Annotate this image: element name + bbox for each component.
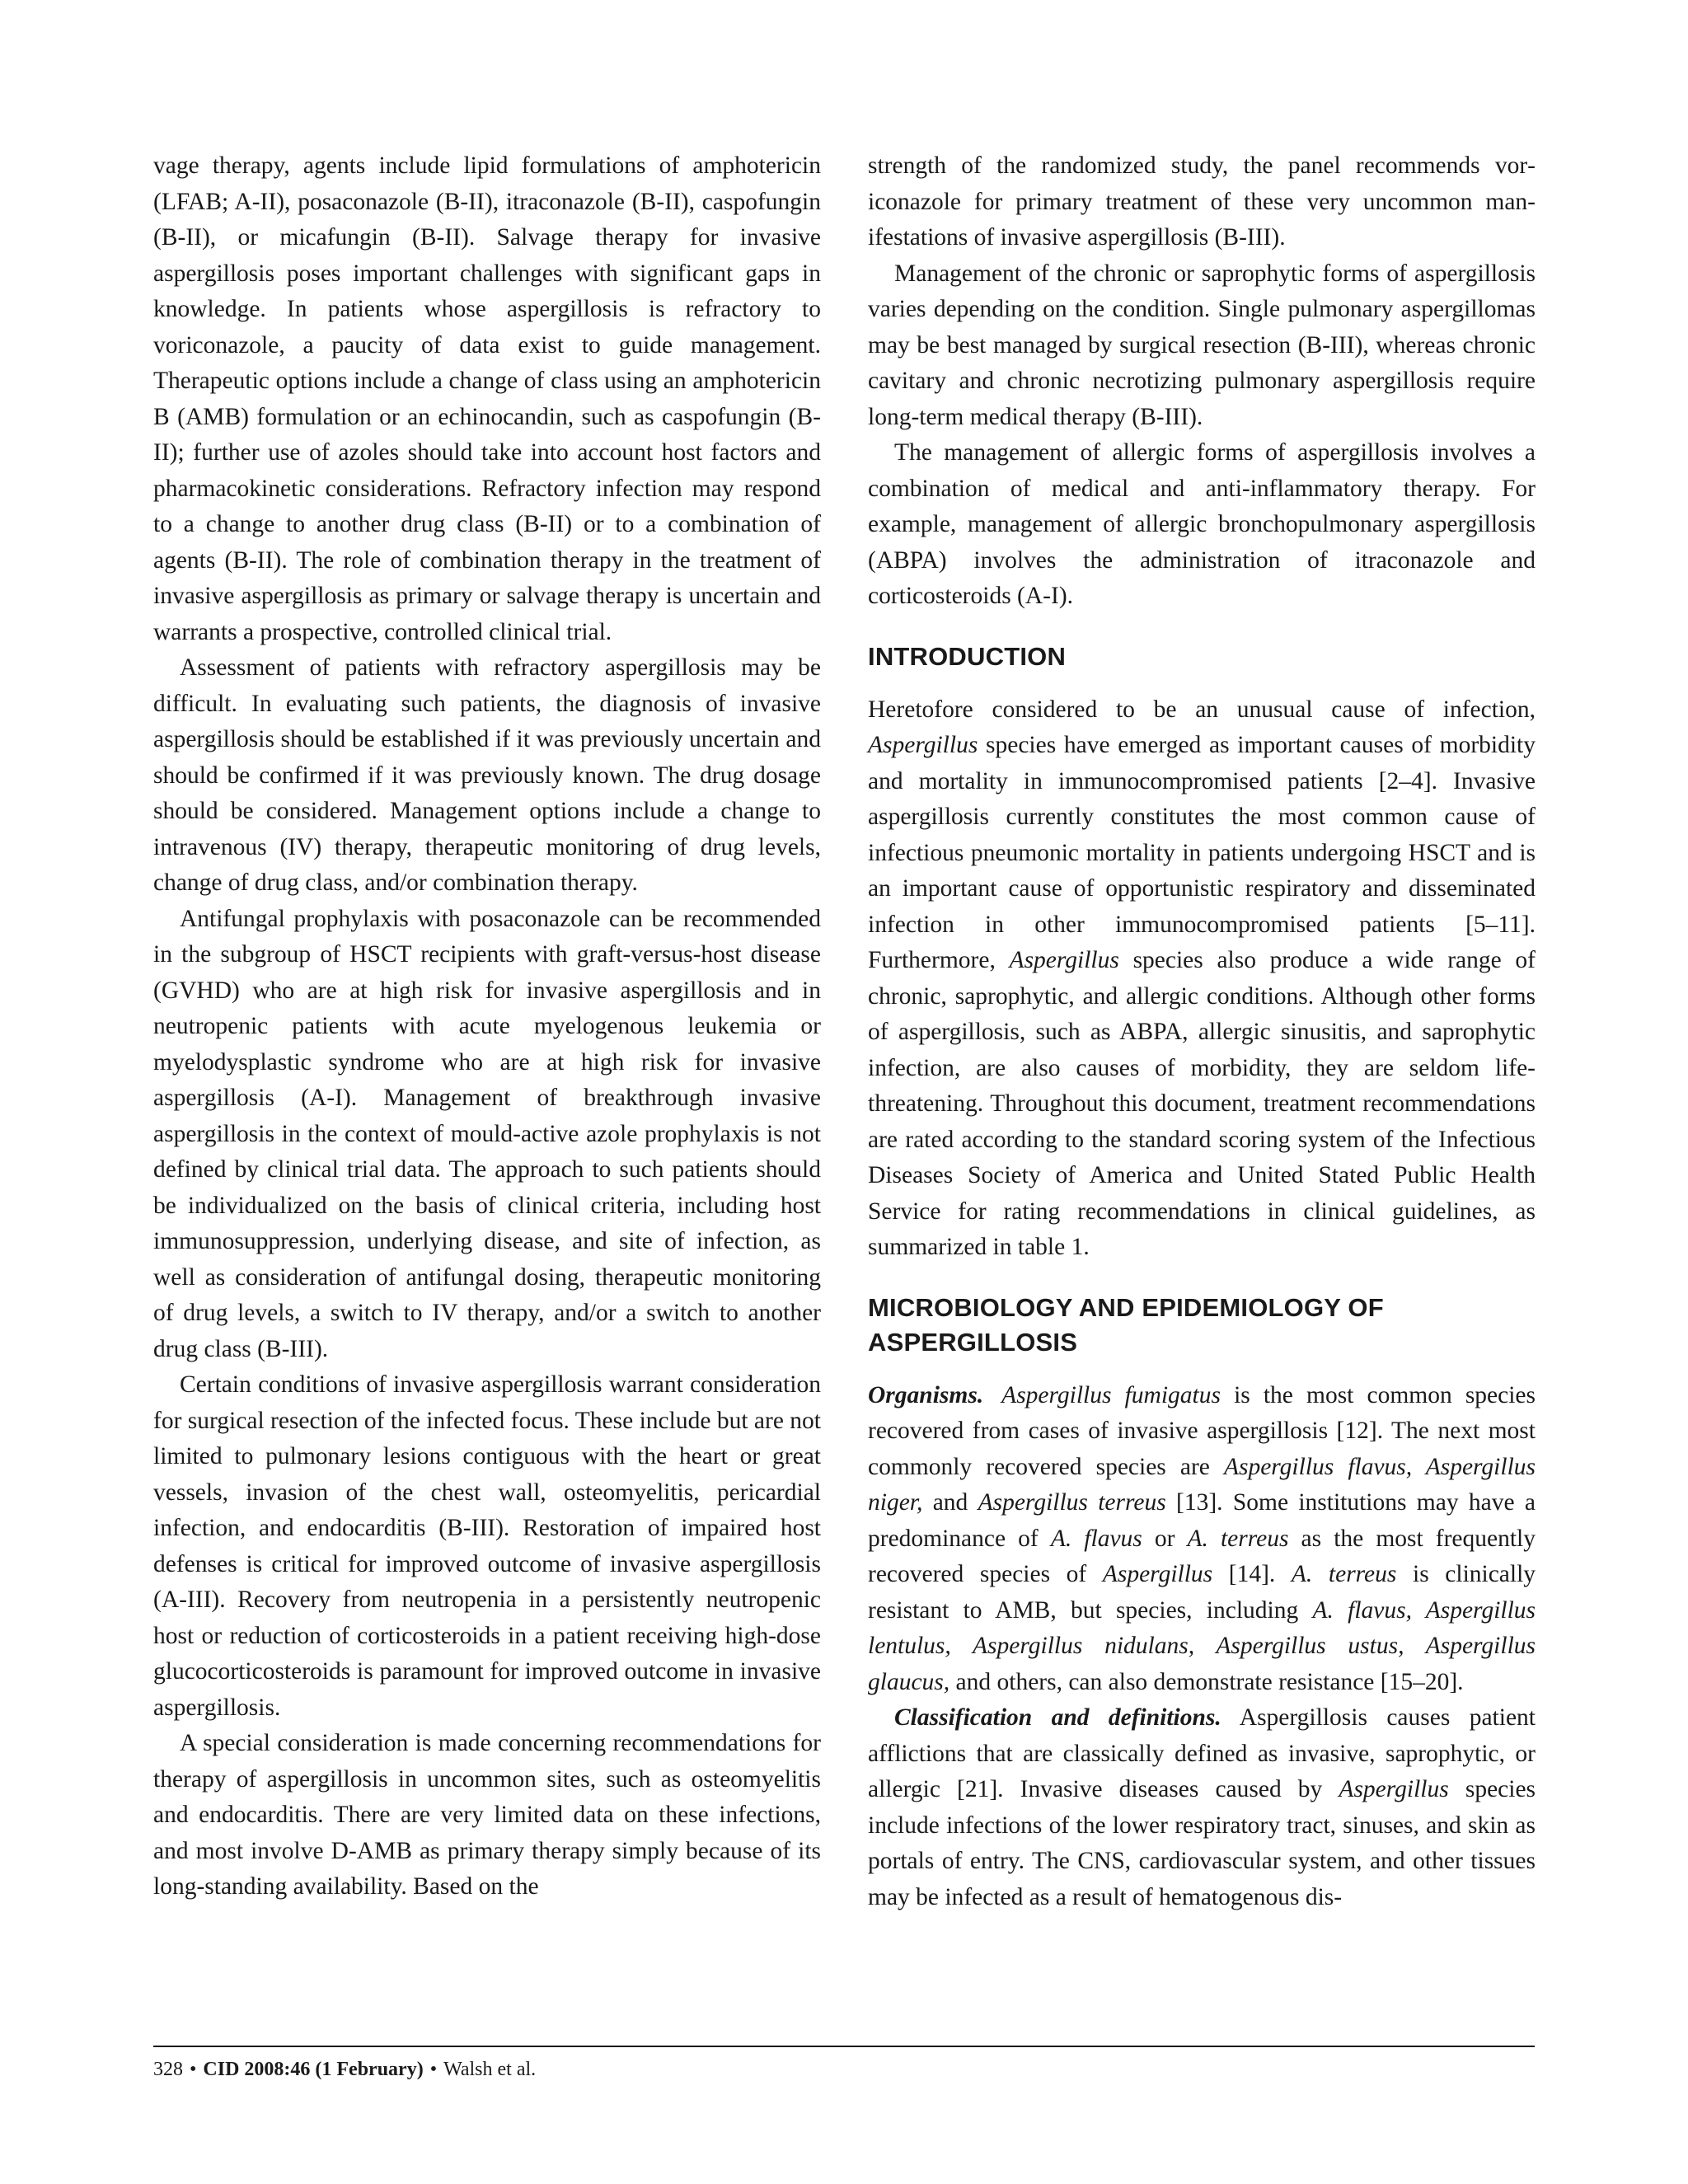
body-paragraph: Management of the chronic or saprophytic forms of aspergillosis varies depending on the condition. Single pulmonary aspergillomas may be best managed by surgical resection (B-III), whereas chronic cavitary and chronic necrotizing pulmonary aspergillosis require long-term medical therapy (B-III).	[868, 260, 1536, 430]
text-run: [13]. Some institutions may have a predominance of	[868, 1489, 1536, 1552]
text-run: or	[1154, 1525, 1175, 1552]
text-run: is the most common species recovered from cases of invasive aspergillosis [12]. The next most commonly recovered species are	[868, 1381, 1536, 1480]
italic-term: Aspergillus fumigatus	[1001, 1381, 1221, 1408]
italic-term: Aspergillus flavus, Aspergillus niger,	[868, 1453, 1536, 1516]
text-run: [14].	[1228, 1561, 1276, 1587]
text-run: and	[932, 1489, 968, 1516]
journal-citation: CID 2008:46 (1 February)	[203, 2059, 424, 2080]
introduction-paragraph	[868, 692, 1536, 1266]
footer-rule	[153, 2046, 1535, 2047]
body-paragraph: vage therapy, agents include lipid formulations of amphotericin (LFAB; A-II), posaconazole (B-II), itraconazole (B-II), caspofungin (B-II), or micafungin (B-II). Salvage therapy for invasive aspergillosis poses important challenges with significant gaps in knowledge. In patients whose aspergillosis is refractory to voriconazole, a paucity of data exist to guide management. Therapeutic options include a change of class using an amphotericin B (AMB) formulation or an echinocandin, such as caspofungin (B-II); further use of azoles should take into account host factors and pharmacokinetic considerations. Refractory infection may respond to a change to another drug class (B-II) or to a combination of agents (B-II). The role of combination therapy in the treatment of invasive aspergillosis as primary or salvage therapy is uncertain and warrants a prospective, controlled clinical trial.	[153, 152, 821, 645]
left-column	[153, 148, 821, 1905]
classification-paragraph	[868, 1700, 1536, 1915]
page-number: 328	[153, 2059, 183, 2080]
text-run: Heretofore considered to be an unusual cause of infection,	[868, 696, 1536, 723]
text-run: species have emerged as important causes of morbidity and mortality in immunocompromised patients [2–4]. Invasive aspergillosis currently constitutes the most common cause of infectious pneumonic mortality in patients undergoing HSCT and is an important cause of opportunistic respiratory and disseminated infection in other immunocompromised patients [5–11]. Furthermore,	[868, 732, 1536, 973]
text-run: and others, can also demonstrate resistance [15–20].	[955, 1668, 1464, 1695]
italic-term: Aspergillus	[1009, 947, 1119, 973]
body-paragraph: strength of the randomized study, the panel recommends voriconazole for primary treatment of these very uncommon manifestations of invasive aspergillosis (B-III).	[868, 152, 1536, 251]
body-paragraph: The management of allergic forms of aspergillosis involves a combination of medical and anti-inflammatory therapy. For example, management of allergic bronchopulmonary aspergillosis (ABPA) involves the administration of itraconazole and corticosteroids (A-I).	[868, 439, 1536, 609]
body-paragraph: A special consideration is made concerning recommendations for therapy of aspergillosis in uncommon sites, such as osteomyelitis and endocarditis. There are very limited data on these infections, and most involve D-AMB as primary therapy simply because of its long-standing availability. Based on the	[153, 1730, 821, 1900]
italic-term: A. flavus, Aspergillus lentulus, Aspergillus nidulans, Aspergillus ustus, Aspergillus glaucus,	[868, 1596, 1536, 1695]
footer-bullet: •	[429, 2059, 438, 2080]
run-in-heading-classification: Classification and definitions.	[894, 1704, 1221, 1731]
body-paragraph: Assessment of patients with refractory aspergillosis may be difficult. In evaluating such patients, the diagnosis of invasive aspergillosis should be established if it was previously uncertain and should be confirmed if it was previously known. The drug dosage should be considered. Management options include a change to intravenous (IV) therapy, therapeutic monitoring of drug levels, change of drug class, and/or combination therapy.	[153, 654, 821, 896]
italic-term: Aspergillus	[1339, 1776, 1449, 1802]
section-heading-microbiology: MICROBIOLOGY AND EPIDEMIOLOGY OF ASPERGILLOSIS	[868, 1292, 1384, 1357]
body-paragraph: Certain conditions of invasive aspergillosis warrant consideration for surgical resection of the infected focus. These include but are not limited to pulmonary lesions contiguous with the heart or great vessels, invasion of the chest wall, osteomyelitis, pericardial infection, and endocarditis (B-III). Restoration of impaired host defenses is critical for improved outcome of invasive aspergillosis (A-III). Recovery from neutropenia in a persistently neutropenic host or reduction of corticosteroids in a patient receiving high-dose glucocorticosteroids is paramount for improved outcome in invasive aspergillosis.	[153, 1371, 821, 1721]
text-run: as the most frequently recovered species of	[868, 1525, 1536, 1587]
italic-term: A. flavus	[1050, 1525, 1142, 1552]
footer-bullet: •	[190, 2059, 197, 2080]
italic-term: Aspergillus terreus	[978, 1489, 1166, 1516]
right-column	[868, 148, 1536, 1915]
organisms-paragraph	[868, 1378, 1536, 1701]
page-footer	[153, 2057, 536, 2082]
italic-term: Aspergillus	[1102, 1561, 1213, 1587]
section-heading-introduction: INTRODUCTION	[868, 641, 1067, 671]
text-run: Aspergillosis causes patient afflictions that are classically defined as invasive, saprophytic, or allergic [21]. Invasive diseases caused by	[868, 1704, 1536, 1802]
italic-term: A. terreus	[1187, 1525, 1289, 1552]
italic-term: A. terreus	[1291, 1561, 1397, 1587]
text-run: species include infections of the lower respiratory tract, sinuses, and skin as portals of entry. The CNS, cardiovascular system, and other tissues may be infected as a result of hematogenous dis-	[868, 1776, 1536, 1910]
body-paragraph: Antifungal prophylaxis with posaconazole can be recommended in the subgroup of HSCT recipients with graft-versus-host disease (GVHD) who are at high risk for invasive aspergillosis and in neutropenic patients with acute myelogenous leukemia or myelodysplastic syndrome who are at high risk for invasive aspergillosis (A-I). Management of breakthrough invasive aspergillosis in the context of mould-active azole prophylaxis is not defined by clinical trial data. The approach to such patients should be individualized on the basis of clinical criteria, including host immunosuppression, underlying disease, and site of infection, as well as consideration of antifungal dosing, therapeutic monitoring of drug levels, a switch to IV therapy, and/or a switch to another drug class (B-III).	[153, 905, 821, 1362]
run-in-heading-organisms: Organisms.	[868, 1381, 984, 1408]
text-run: species also produce a wide range of chronic, saprophytic, and allergic conditions. Although other forms of aspergillosis, such as ABPA, allergic sinusitis, and saprophytic infection, are also causes of morbidity, they are seldom life-threatening. Throughout this document, treatment recommendations are rated according to the standard scoring system of the Infectious Diseases Society of America and United Stated Public Health Service for rating recommendations in clinical guidelines, as summarized in table 1.	[868, 947, 1536, 1260]
italic-term: Aspergillus	[868, 732, 978, 758]
text-run: is clinically resistant to AMB, but species, including	[868, 1561, 1536, 1624]
running-authors: Walsh et al.	[443, 2059, 537, 2080]
